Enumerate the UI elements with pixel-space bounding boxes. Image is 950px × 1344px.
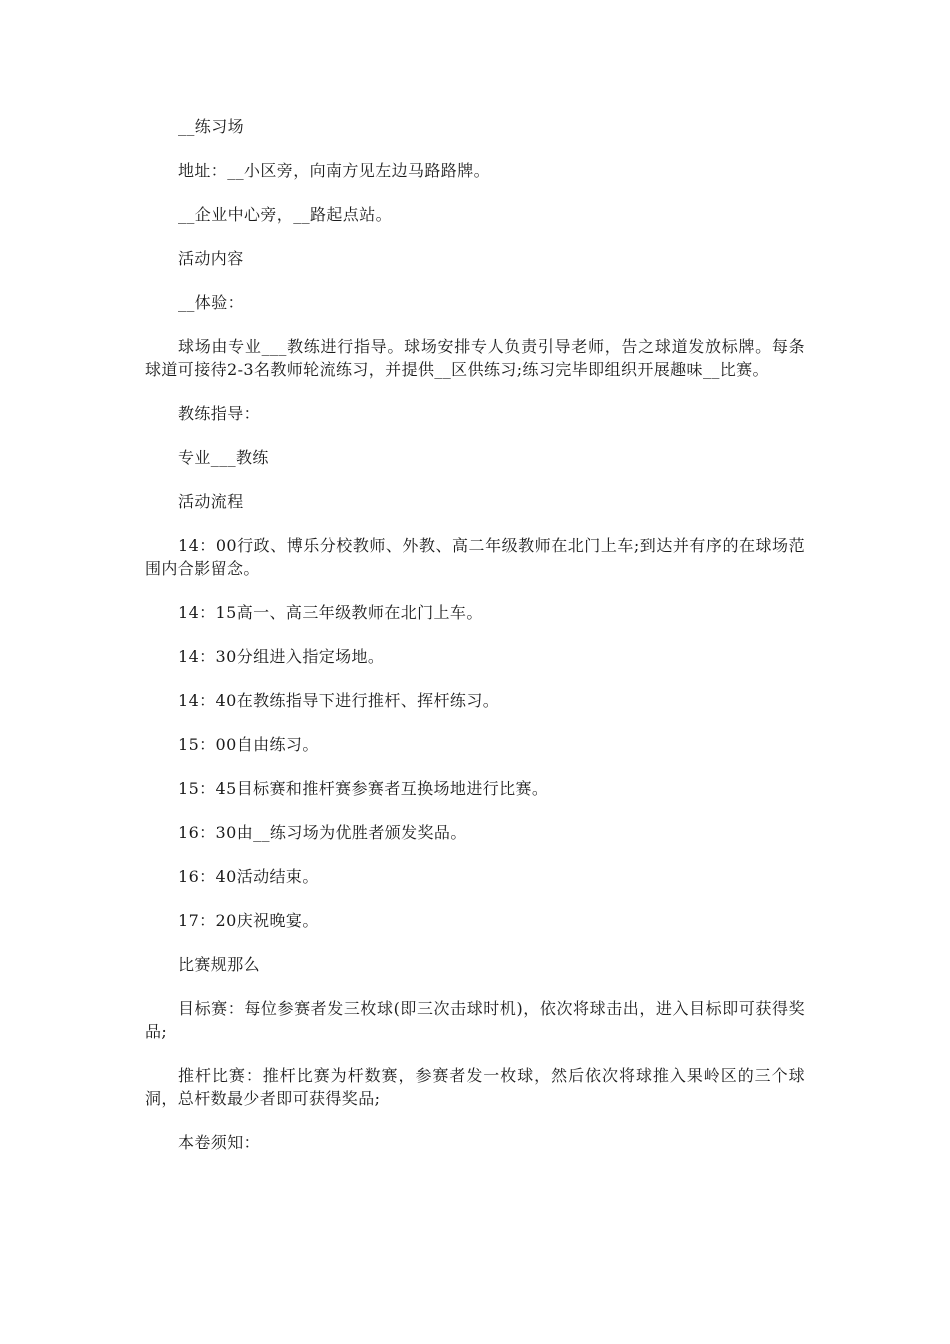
schedule-item: 16：30由__练习场为优胜者颁发奖品。 <box>178 823 467 842</box>
schedule-item: 16：40活动结束。 <box>178 867 319 886</box>
venue-heading: __练习场 <box>178 117 245 136</box>
schedule-item: 14：15高一、高三年级教师在北门上车。 <box>178 603 483 622</box>
address-line: 地址：__小区旁，向南方见左边马路路牌。 <box>178 161 491 180</box>
schedule-item: 15：45目标赛和推杆赛参赛者互换场地进行比赛。 <box>178 779 549 798</box>
rule-target-contest: 目标赛：每位参赛者发三枚球(即三次击球时机)，依次将球击出，进入目标即可获得奖品; <box>145 999 805 1041</box>
schedule-item: 15：00自由练习。 <box>178 735 319 754</box>
experience-description: 球场由专业___教练进行指导。球场安排专人负责引导老师，告之球道发放标牌。每条球道可接待2-3名教师轮流练习，并提供__区供练习;练习完毕即组织开展趣味__比赛。 <box>145 337 805 379</box>
coach-heading: 教练指导： <box>178 404 261 423</box>
section-heading-schedule: 活动流程 <box>178 492 244 511</box>
schedule-item: 14：00行政、博乐分校教师、外教、高二年级教师在北门上车;到达并有序的在球场范围内合影留念。 <box>145 536 805 578</box>
rule-putting-contest: 推杆比赛：推杆比赛为杆数赛，参赛者发一枚球，然后依次将球推入果岭区的三个球洞，总杆数最少者即可获得奖品; <box>145 1066 805 1108</box>
coach-description: 专业___教练 <box>178 448 269 467</box>
schedule-item: 17：20庆祝晚宴。 <box>178 911 319 930</box>
notes-heading: 本卷须知： <box>178 1133 261 1152</box>
section-heading-rules: 比赛规那么 <box>178 955 261 974</box>
section-heading-activity-content: 活动内容 <box>178 249 244 268</box>
schedule-item: 14：40在教练指导下进行推杆、挥杆练习。 <box>178 691 500 710</box>
experience-heading: __体验： <box>178 293 245 312</box>
document-page <box>145 115 805 1175</box>
bus-stop-line: __企业中心旁，__路起点站。 <box>178 205 393 224</box>
schedule-item: 14：30分组进入指定场地。 <box>178 647 385 666</box>
